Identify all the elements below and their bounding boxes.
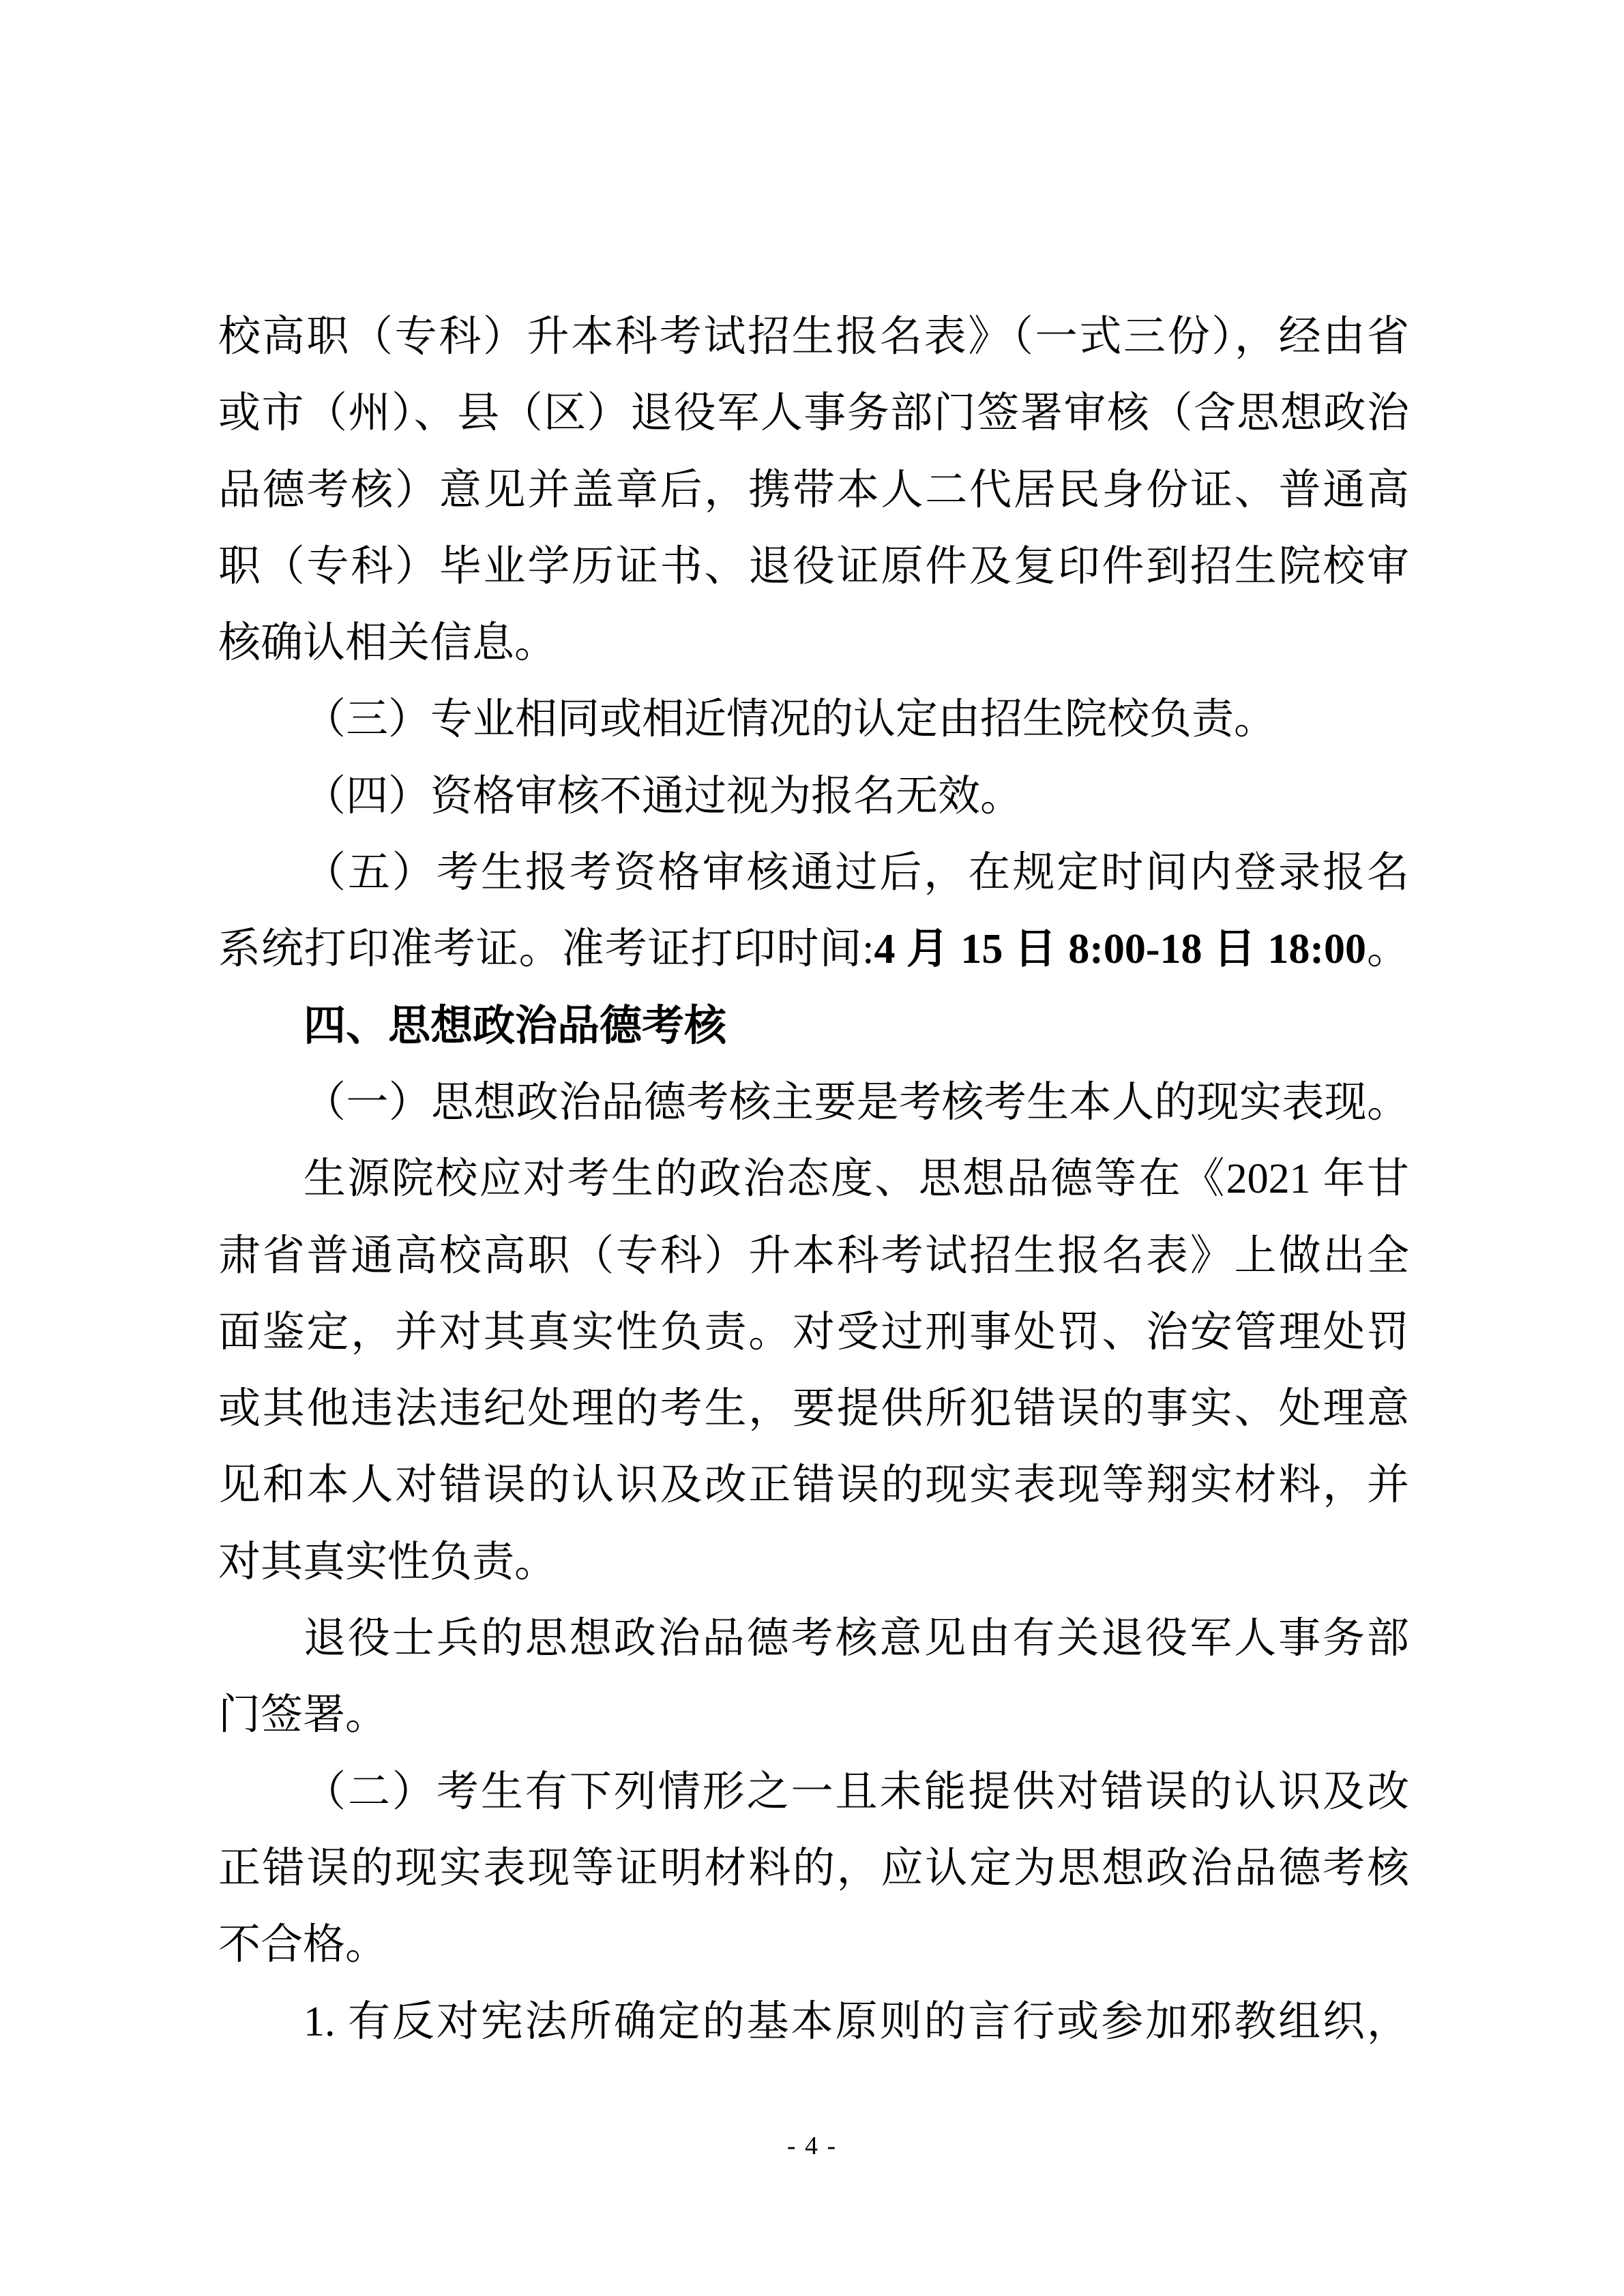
body-line: 职（专科）毕业学历证书、退役证原件及复印件到招生院校审 [218,543,1409,590]
body-line [218,911,1409,987]
print-time-text: 系统打印准考证。准考证打印时间: [218,926,874,973]
body-line: 不合格。 [218,1922,388,1969]
body-line: 正错误的现实表现等证明材料的，应认定为思想政治品德考核 [218,1845,1409,1892]
body-line: 门签署。 [218,1692,388,1739]
body-line: 肃省普通高校高职（专科）升本科考试招生报名表》上做出全 [218,1232,1409,1279]
body-line: （四）资格审核不通过视为报名无效。 [304,773,1023,820]
page-number: - 4 - [786,2132,838,2160]
body-line: （一）思想政治品德考核主要是考核考生本人的现实表现。 [304,1079,1409,1126]
body-line: 或其他违法违纪处理的考生，要提供所犯错误的事实、处理意 [218,1386,1409,1433]
body-line: 校高职（专科）升本科考试招生报名表》（一式三份），经由省 [218,314,1409,360]
body-line: 对其真实性负责。 [218,1538,557,1585]
body-line: 或市（州）、县（区）退役军人事务部门签署审核（含思想政治 [218,390,1409,437]
body-line: 1. 有反对宪法所确定的基本原则的言行或参加邪教组织， [304,1998,1409,2045]
print-time-datetime: 4 月 15 日 8:00-18 日 18:00 [874,926,1367,973]
body-line: 退役士兵的思想政治品德考核意见由有关退役军人事务部 [304,1615,1409,1663]
body-line: 见和本人对错误的认识及改正错误的现实表现等翔实材料，并 [218,1462,1409,1509]
print-time-period: 。 [1366,926,1409,973]
body-line: 生源院校应对考生的政治态度、思想品德等在《2021 年甘 [304,1156,1409,1203]
body-line: 核确认相关信息。 [218,620,557,667]
section-heading: 四、思想政治品德考核 [304,1002,727,1049]
body-line: （二）考生有下列情形之一且未能提供对错误的认识及改 [304,1768,1409,1815]
document-body-text [218,299,1409,2060]
body-line: 面鉴定，并对其真实性负责。对受过刑事处罚、治安管理处罚 [218,1309,1409,1356]
body-line: （三）专业相同或相近情况的认定由招生院校负责。 [304,696,1277,743]
body-line: 品德考核）意见并盖章后，携带本人二代居民身份证、普通高 [218,466,1409,513]
body-line: （五）考生报考资格审核通过后，在规定时间内登录报名 [304,850,1409,897]
